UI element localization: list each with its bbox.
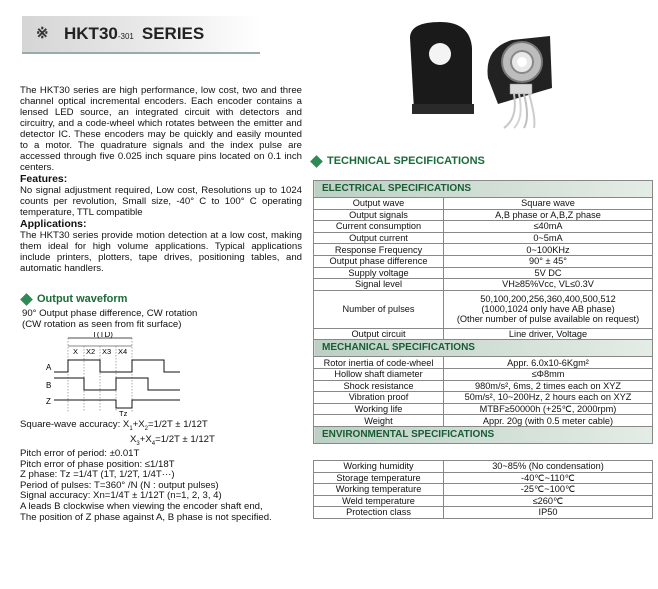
housing-base — [412, 104, 474, 114]
spec-value: 980m/s², 6ms, 2 times each on XYZ — [444, 380, 653, 392]
accuracy-line-2-c: =1/2T ± 1/12T — [155, 433, 215, 445]
cable-4 — [529, 94, 534, 128]
accuracy-line-1-b: +X — [132, 419, 145, 430]
spec-key: Protection class — [314, 507, 444, 519]
x1-label: X — [73, 347, 79, 356]
spec-value: 0~5mA — [444, 232, 653, 244]
output-waveform-heading — [22, 293, 127, 305]
table-row — [314, 415, 653, 427]
spec-key: Number of pulses — [314, 290, 444, 328]
accuracy-line: Pitch error of phase position: ≤1/18T — [20, 458, 175, 470]
spec-value: -40℃~110℃ — [444, 472, 653, 484]
spec-value: 90° ± 45° — [444, 255, 653, 267]
sub-2: 2 — [144, 425, 149, 432]
accuracy-line: Pitch error of period: ±0.01T — [20, 448, 140, 459]
x3-label: X3 — [102, 347, 112, 356]
spec-value: Appr. 6.0x10-6Kgm² — [444, 357, 653, 369]
spec-value: IP50 — [444, 507, 653, 519]
spec-value: ≤Φ8mm — [444, 368, 653, 380]
spec-value: 30~85% (No condensation) — [444, 460, 653, 472]
pulses-line-1: 50,100,200,256,360,400,500,512 — [480, 293, 616, 304]
spec-value-pulses — [444, 290, 653, 328]
table-row — [314, 244, 653, 256]
section-row-environmental — [314, 426, 653, 443]
intro-paragraph: The HKT30 series are high performance, low cost, two and three channel optical incremental encoders. Each encoder contains a lensed LED source, an integrated circuit with detectors and circuitry, and a code-wheel which rotates between the emitter and detector IC. These encoders may be quickly and easily mounted to a motor. The quadrature signals and the index pulse are accessed through five 0.025 inch square pins located on 0.1 inch centers. — [20, 85, 302, 173]
spec-value: VH≥85%Vcc, VL≤0.3V — [444, 279, 653, 291]
table-row — [314, 357, 653, 369]
specifications-table — [313, 180, 653, 519]
spec-key: Rotor inertia of code-wheel — [314, 357, 444, 369]
cable-3 — [524, 94, 527, 128]
accuracy-line-2-b: +X — [139, 433, 152, 445]
waveform-note-line-2: (CW rotation as seen from fit surface) — [22, 319, 182, 330]
reference-mark-icon: ※ — [36, 25, 49, 42]
a-phase-label: A — [46, 363, 52, 372]
table-row — [314, 484, 653, 496]
spec-value: ≤260℃ — [444, 495, 653, 507]
spec-key: Working temperature — [314, 484, 444, 496]
spec-value: ≤40mA — [444, 221, 653, 233]
table-row — [314, 392, 653, 404]
intro-section — [20, 85, 302, 274]
spec-key: Vibration proof — [314, 392, 444, 404]
spec-key: Hollow shaft diameter — [314, 368, 444, 380]
spec-key: Weld temperature — [314, 495, 444, 507]
diamond-bullet-icon — [20, 293, 33, 306]
features-text: No signal adjustment required, Low cost, Resolutions up to 1024 counts per revolution, Small size, -40° C to 100° C operating temperature, TTL compatible — [20, 185, 302, 218]
accuracy-line-1-a: Square-wave accuracy: X — [20, 419, 130, 430]
sub-1: 1 — [129, 425, 133, 432]
spec-key: Output circuit — [314, 328, 444, 340]
table-row — [314, 255, 653, 267]
spec-value: Line driver, Voltage — [444, 328, 653, 340]
table-row — [314, 495, 653, 507]
shaft-bore — [517, 57, 527, 67]
z-phase-label: Z — [46, 397, 51, 406]
technical-specifications-heading — [312, 155, 485, 167]
table-row — [314, 221, 653, 233]
table-row — [314, 232, 653, 244]
applications-heading: Applications: — [20, 218, 87, 230]
accuracy-notes — [20, 420, 310, 523]
output-waveform-title: Output waveform — [37, 293, 128, 305]
section-row-mechanical — [314, 340, 653, 357]
connector — [510, 84, 532, 94]
accuracy-line-1 — [20, 420, 310, 435]
spec-key: Weight — [314, 415, 444, 427]
table-row — [314, 380, 653, 392]
accuracy-line: Z phase: Tz =1/4T (1T, 1/2T, 1/4T···) — [20, 469, 175, 481]
sub-4: 4 — [151, 440, 156, 447]
model-name: HKT30 — [64, 24, 118, 43]
spec-value: Square wave — [444, 198, 653, 210]
electrical-section-heading: ELECTRICAL SPECIFICATIONS — [314, 181, 653, 198]
spec-value: 0~100KHz — [444, 244, 653, 256]
table-row — [314, 460, 653, 472]
output-waveform-note — [22, 308, 302, 330]
spacer-row — [314, 443, 653, 460]
spec-key: Signal level — [314, 279, 444, 291]
section-row-electrical — [314, 181, 653, 198]
mechanical-section-heading: MECHANICAL SPECIFICATIONS — [314, 340, 653, 357]
spec-key: Working humidity — [314, 460, 444, 472]
spec-key: Current consumption — [314, 221, 444, 233]
housing-hole — [429, 43, 451, 65]
spec-key: Output wave — [314, 198, 444, 210]
tz-label: Tz — [119, 409, 128, 418]
spec-value: MTBF≥50000h (+25℃, 2000rpm) — [444, 403, 653, 415]
spec-value: 50m/s², 10~200Hz, 2 hours each on XYZ — [444, 392, 653, 404]
spec-key: Working life — [314, 403, 444, 415]
diamond-bullet-icon — [310, 155, 323, 168]
spec-value: Appr. 20g (with 0.5 meter cable) — [444, 415, 653, 427]
table-row — [314, 209, 653, 221]
accuracy-line: The position of Z phase against A, B phase is not specified. — [20, 511, 272, 523]
table-row — [314, 279, 653, 291]
spacer-cell — [314, 443, 653, 460]
environmental-section-heading: ENVIRONMENTAL SPECIFICATIONS — [314, 426, 653, 443]
pulses-line-2: (1000,1024 only have AB phase) — [481, 304, 615, 315]
z-phase-wave — [54, 400, 180, 408]
period-label: T(TD) — [92, 332, 113, 339]
waveform-note-line-1: 90° Output phase difference, CW rotation — [22, 308, 198, 319]
spec-key: Output phase difference — [314, 255, 444, 267]
table-row — [314, 403, 653, 415]
spec-key: Output current — [314, 232, 444, 244]
a-phase-wave — [54, 360, 180, 372]
accuracy-line-2 — [20, 435, 310, 450]
spec-key: Output signals — [314, 209, 444, 221]
x4-label: X4 — [118, 347, 128, 356]
applications-text: The HKT30 series provide motion detection at a low cost, making them ideal for high volume applications. Typical applications include printers, plotters, tape drives, positioning tables, and automatic handlers. — [20, 230, 302, 274]
spec-value: 5V DC — [444, 267, 653, 279]
spec-key: Response Frequency — [314, 244, 444, 256]
table-row — [314, 507, 653, 519]
accuracy-line: A leads B clockwise when viewing the encoder shaft end, — [20, 500, 263, 512]
spec-value: -25℃~100℃ — [444, 484, 653, 496]
table-row — [314, 267, 653, 279]
features-heading: Features: — [20, 173, 68, 185]
spec-key: Shock resistance — [314, 380, 444, 392]
x2-label: X2 — [86, 347, 96, 356]
page-title — [64, 24, 204, 44]
spec-value: A,B phase or A,B,Z phase — [444, 209, 653, 221]
waveform-diagram — [40, 332, 190, 418]
pulses-line-3: (Other number of pulse available on request) — [456, 314, 640, 325]
product-photo — [400, 18, 600, 130]
table-row — [314, 472, 653, 484]
accuracy-line: Period of pulses: T=360° /N (N : output pulses) — [20, 479, 219, 491]
b-phase-wave — [54, 378, 180, 390]
accuracy-line: Signal accuracy: Xn=1/4T ± 1/12T (n=1, 2, 3, 4) — [20, 490, 222, 502]
sub-3: 3 — [136, 440, 140, 447]
technical-specifications-title: TECHNICAL SPECIFICATIONS — [327, 155, 485, 167]
table-row — [314, 368, 653, 380]
table-row-pulses — [314, 290, 653, 328]
b-phase-label: B — [46, 381, 52, 390]
model-suffix: -301 — [117, 32, 134, 41]
table-row — [314, 198, 653, 210]
series-label: SERIES — [141, 24, 205, 43]
table-row — [314, 328, 653, 340]
spec-key: Storage temperature — [314, 472, 444, 484]
spec-key: Supply voltage — [314, 267, 444, 279]
accuracy-line-1-c: =1/2T ± 1/12T — [148, 419, 208, 430]
encoder-housing-shape — [410, 22, 472, 110]
accuracy-line-2-a: X — [130, 433, 137, 445]
